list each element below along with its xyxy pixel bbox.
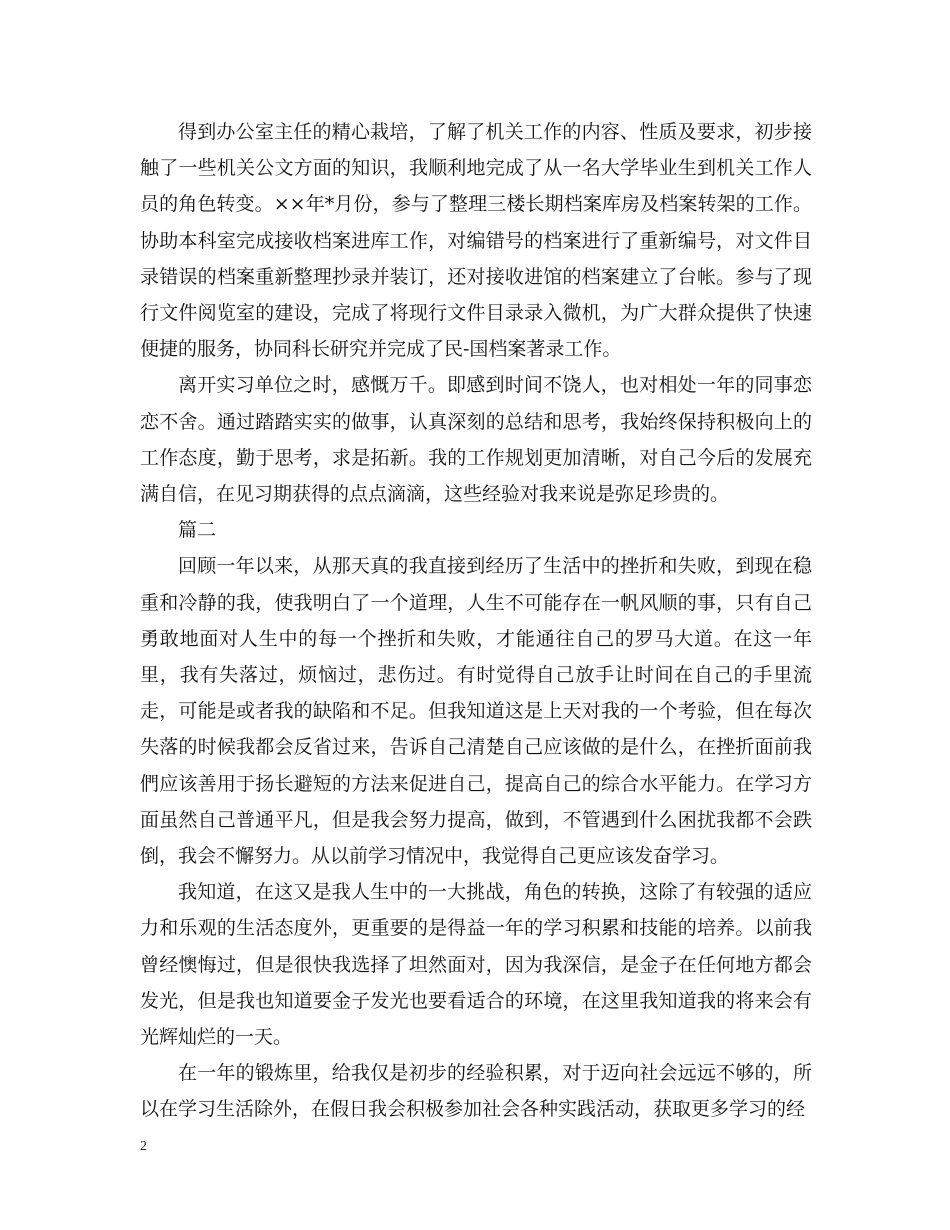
paragraph: 得到办公室主任的精心栽培，了解了机关工作的内容、性质及要求，初步接触了一些机关公文方面的知识，我顺利地完成了从一名大学毕业生到机关工作人员的角色转变。××年*月份，参与了整理三楼长期档案库房及档案转架的工作。协助本科室完成接收档案进库工作，对编错号的档案进行了重新编号，对文件目录错误的档案重新整理抄录并装订，还对接收进馆的档案建立了台帐。参与了现行文件阅览室的建设，完成了将现行文件目录录入微机，为广大群众提供了快速便捷的服务，协同科长研究并完成了民-国档案著录工作。 bbox=[140, 121, 812, 361]
section-heading: 篇二 bbox=[178, 519, 217, 542]
paragraph: 在一年的锻炼里，给我仅是初步的经验积累，对于迈向社会远远不够的，所以在学习生活除外，在假日我会积极参加社会各种实践活动，获取更多学习的经 bbox=[140, 1062, 812, 1121]
page-number: 2 bbox=[140, 1139, 147, 1154]
paragraph: 回顾一年以来，从那天真的我直接到经历了生活中的挫折和失败，到现在稳重和冷静的我，使我明白了一个道理，人生不可能存在一帆风顺的事，只有自己勇敢地面对人生中的每一个挫折和失败，才能通往自己的罗马大道。在这一年里，我有失落过，烦恼过，悲伤过。有时觉得自己放手让时间在自己的手里流走，可能是或者我的缺陷和不足。但我知道这是上天对我的一个考验，但在每次失落的时候我都会反省过来，告诉自己清楚自己应该做的是什么，在挫折面前我們应该善用于扬长避短的方法来促进自己，提高自己的综合水平能力。在学习方面虽然自己普通平凡，但是我会努力提高，做到，不管遇到什么困扰我都不会跌倒，我会不懈努力。从以前学习情况中，我觉得自己更应该发奋学习。 bbox=[140, 555, 812, 868]
paragraph: 我知道，在这又是我人生中的一大挑战，角色的转换，这除了有较强的适应力和乐观的生活态度外，更重要的是得益一年的学习积累和技能的培养。以前我曾经懊悔过，但是很快我选择了坦然面对，因为我深信，是金子在任何地方都会发光，但是我也知道要金子发光也要看适合的环境，在这里我知道我的将来会有光辉灿烂的一天。 bbox=[140, 881, 812, 1049]
paragraph: 离开实习单位之时，感慨万千。即感到时间不饶人，也对相处一年的同事恋恋不舍。通过踏踏实实的做事，认真深刻的总结和思考，我始终保持积极向上的工作态度，勤于思考，求是拓新。我的工作规划更加清晰，对自己今后的发展充满自信，在见习期获得的点点滴滴，这些经验对我来说是弥足珍贵的。 bbox=[140, 374, 812, 506]
body-text bbox=[140, 114, 812, 1128]
